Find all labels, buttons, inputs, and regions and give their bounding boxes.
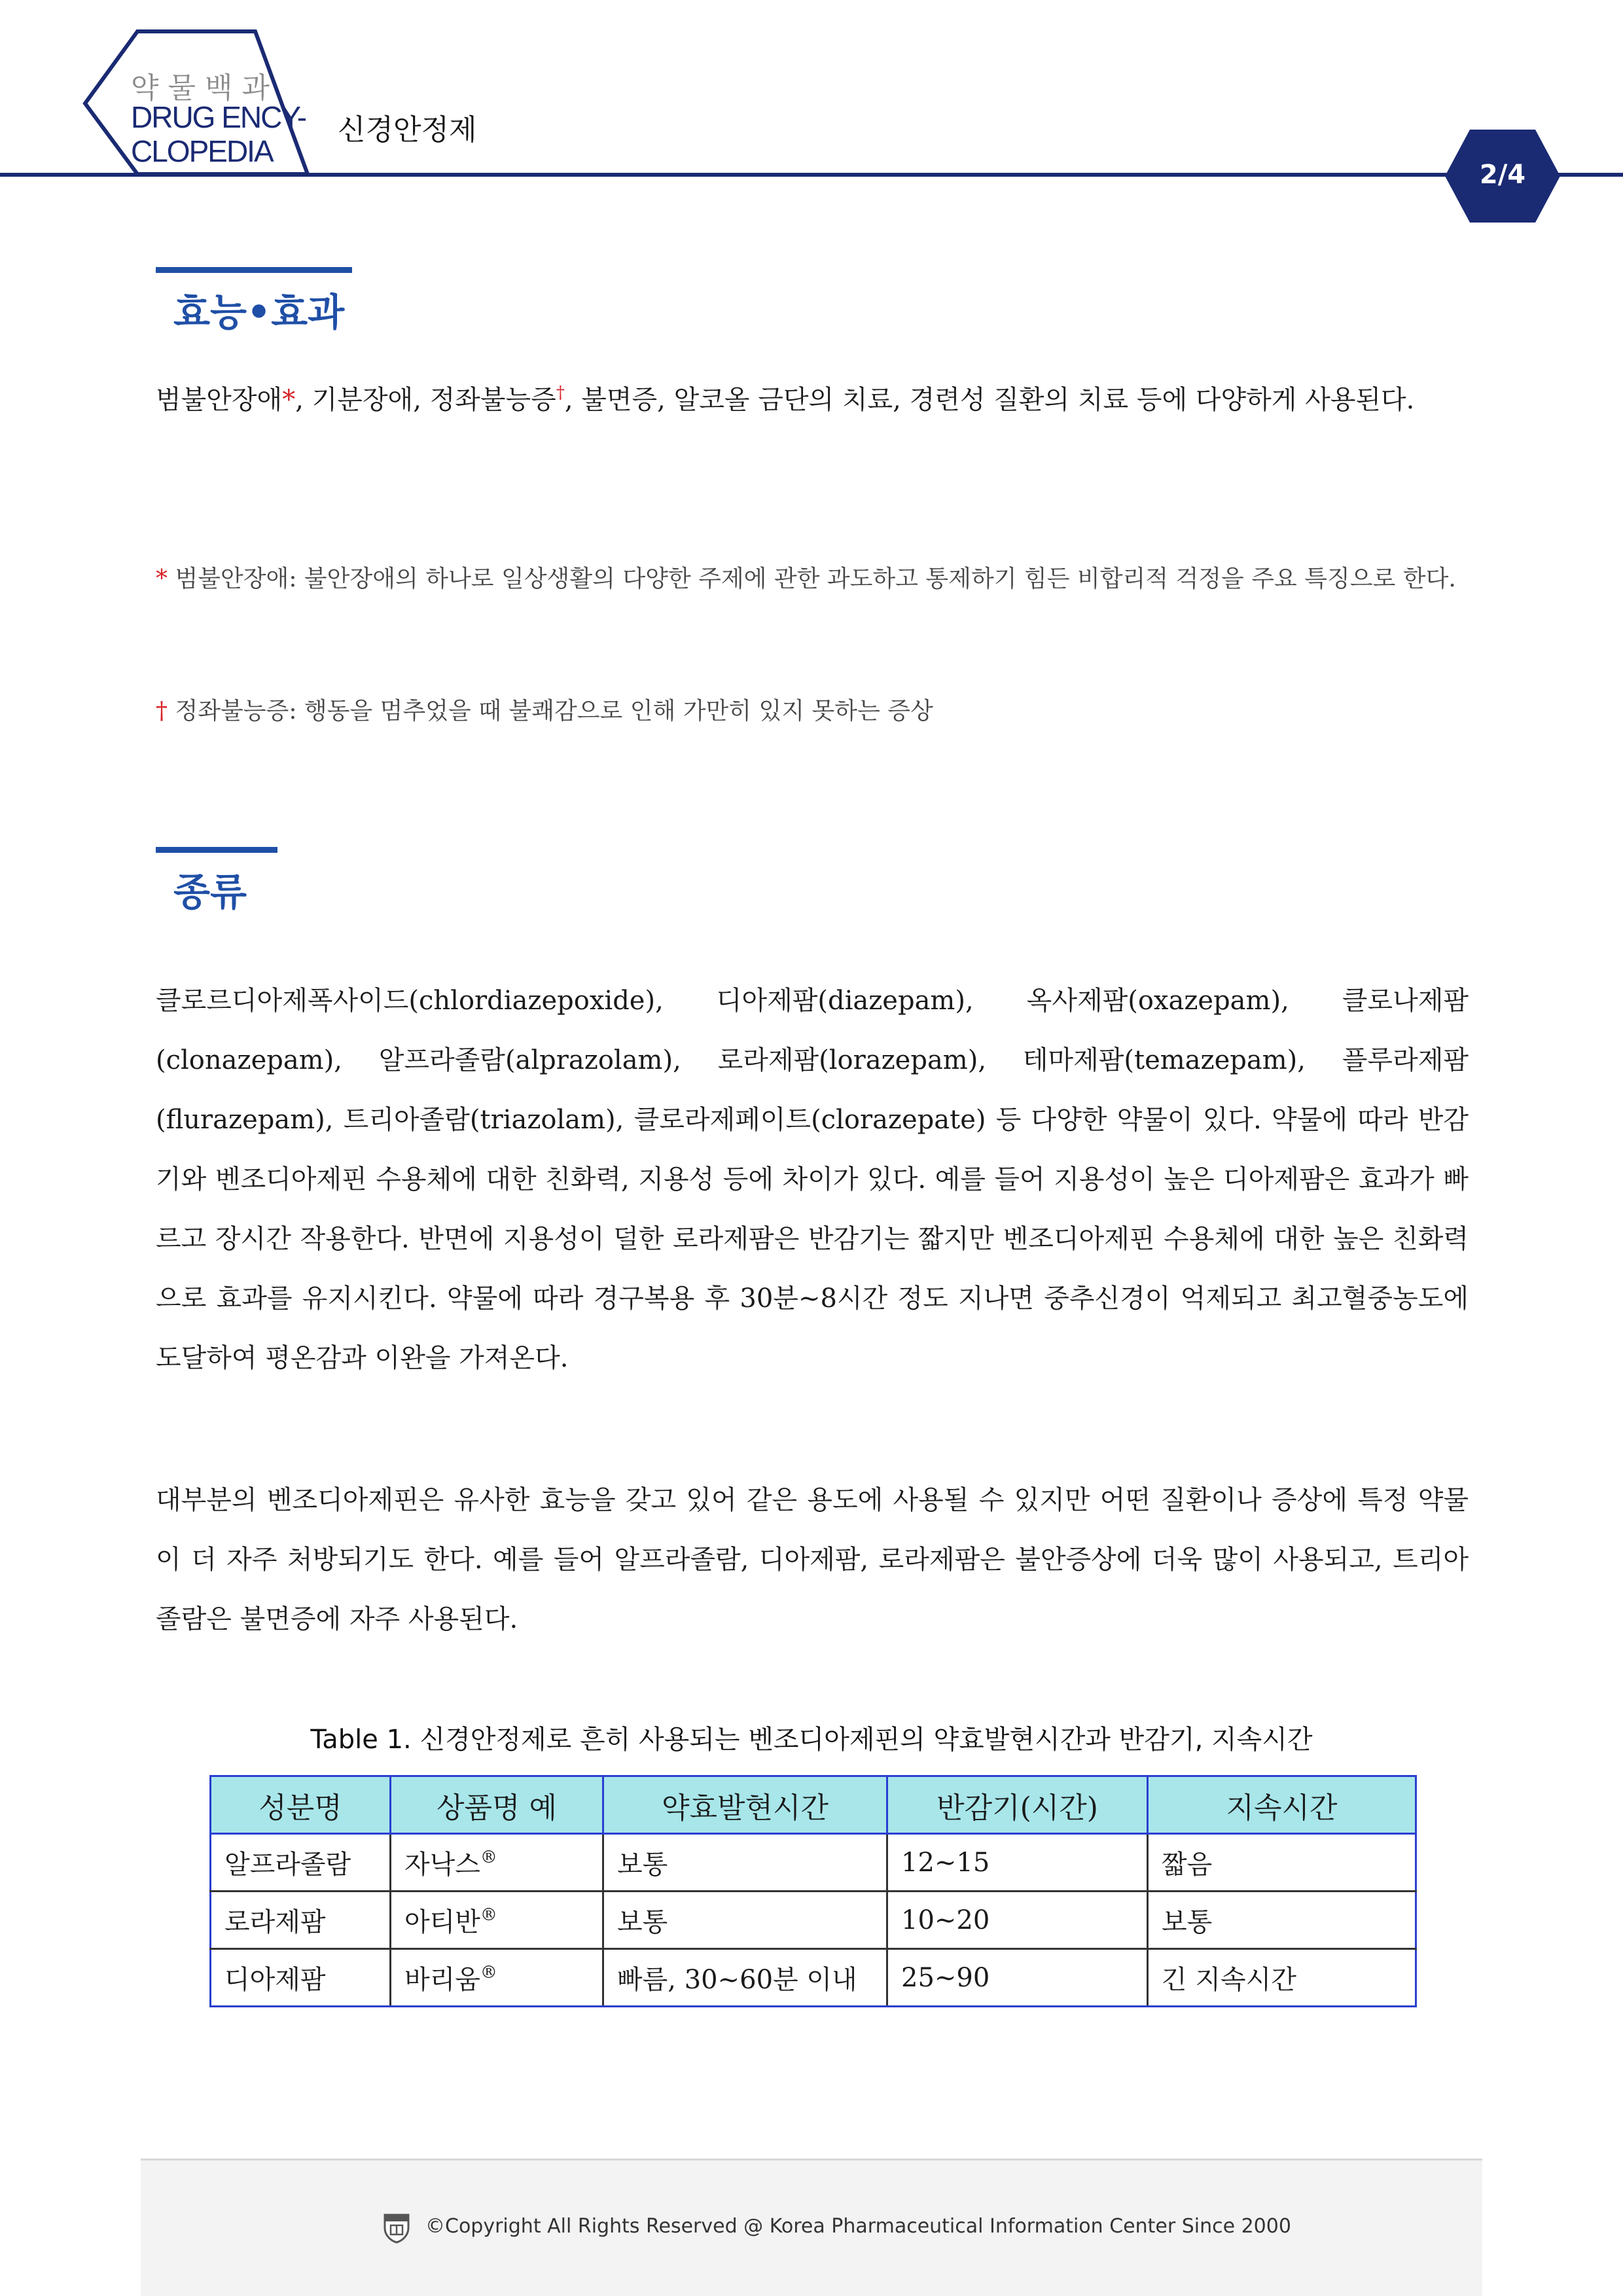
footnote-2-marker: † xyxy=(156,698,168,725)
table-cell-duration: 짧음 xyxy=(1148,1834,1416,1892)
section-efficacy-bar xyxy=(156,267,352,273)
table-cell-ingredient: 디아제팜 xyxy=(211,1949,391,2007)
benzodiazepine-table xyxy=(209,1775,1417,2007)
table-header-cell: 지속시간 xyxy=(1148,1776,1416,1834)
section-efficacy-title: 효능•효과 xyxy=(173,290,345,334)
efficacy-body-part2: , 기분장애, 정좌불능증 xyxy=(295,385,556,415)
registered-mark: ® xyxy=(480,1848,497,1867)
table-cell-ingredient: 알프라졸람 xyxy=(211,1834,391,1892)
document-title: 신경안정제 xyxy=(338,113,477,147)
table-cell-onset: 빠름, 30~60분 이내 xyxy=(603,1949,887,2007)
table-cell-onset: 보통 xyxy=(603,1892,887,1949)
footnote-2 xyxy=(156,684,1469,739)
table-row xyxy=(211,1892,1416,1949)
footer-rule xyxy=(141,2159,1482,2161)
table-cell-ingredient: 로라제팜 xyxy=(211,1892,391,1949)
table-row xyxy=(211,1949,1416,2007)
table-cell-onset: 보통 xyxy=(603,1834,887,1892)
section-types-bar xyxy=(156,847,277,853)
table-cell-duration: 긴 지속시간 xyxy=(1148,1949,1416,2007)
footnote-1-marker: * xyxy=(156,565,168,592)
types-paragraph-1: 클로르디아제폭사이드(chlordiazepoxide), 디아제팜(diazepam), 옥사제팜(oxazepam), 클로나제팜(clonazepam), 알프라졸람(alprazolam), 로라제팜(lorazepam), 테마제팜(temazepam), 플루라제팜(flurazepam), 트리아졸람(triazolam), 클로라제페이트(clorazepate) 등 다양한 약물이 있다. 약물에 따라 반감기와 벤조디아제핀 수용체에 대한 친화력, 지용성 등에 차이가 있다. 예를 들어 지용성이 높은 디아제팜은 효과가 빠르고 장시간 작용한다. 반면에 지용성이 덜한 로라제팜은 반감기는 짧지만 벤조디아제핀 수용체에 대한 높은 친화력으로 효과를 유지시킨다. 약물에 따라 경구복용 후 30분~8시간 정도 지나면 중추신경이 억제되고 최고혈중농도에 도달하여 평온감과 이완을 가져온다. xyxy=(156,986,1469,1373)
logo-english-line2: CLOPEDIA xyxy=(131,134,273,168)
table-header-cell: 성분명 xyxy=(211,1776,391,1834)
footnote-1 xyxy=(156,552,1469,607)
table-caption: Table 1. 신경안정제로 흔히 사용되는 벤조디아제핀의 약효발현시간과 반감기, 지속시간 xyxy=(310,1725,1313,1755)
copyright-text: ©Copyright All Rights Reserved @ Korea Pharmaceutical Information Center Since 2000 xyxy=(425,2215,1291,2238)
registered-mark: ® xyxy=(480,1905,497,1925)
efficacy-body xyxy=(156,370,1469,430)
table-row xyxy=(211,1834,1416,1892)
footnote-2-text: 정좌불능증: 행동을 멈추었을 때 불쾌감으로 인해 가만히 있지 못하는 증상 xyxy=(168,698,933,725)
brand-name: 자낙스 xyxy=(404,1850,480,1880)
footnote-marker-asterisk: * xyxy=(282,385,296,415)
registered-mark: ® xyxy=(480,1963,497,1982)
table-cell-brand xyxy=(391,1949,603,2007)
table-cell-brand xyxy=(391,1834,603,1892)
page-indicator: 2/4 xyxy=(1479,160,1526,190)
table-header-cell: 상품명 예 xyxy=(391,1776,603,1834)
types-paragraph-2: 대부분의 벤조디아제핀은 유사한 효능을 갖고 있어 같은 용도에 사용될 수 있지만 어떤 질환이나 증상에 특정 약물이 더 자주 처방되기도 한다. 예를 들어 알프라졸람, 디아제팜, 로라제팜은 불안증상에 더욱 많이 사용되고, 트리아졸람은 불면증에 자주 사용된다. xyxy=(156,1485,1469,1634)
table-header-cell: 반감기(시간) xyxy=(887,1776,1148,1834)
table-cell-half-life: 10~20 xyxy=(887,1892,1148,1949)
footnote-marker-dagger: † xyxy=(556,383,565,403)
kpic-emblem-icon xyxy=(382,2212,411,2244)
efficacy-body-part3: , 불면증, 알코올 금단의 치료, 경련성 질환의 치료 등에 다양하게 사용된다. xyxy=(564,385,1415,415)
table-cell-half-life: 12~15 xyxy=(887,1834,1148,1892)
table-header-cell: 약효발현시간 xyxy=(603,1776,887,1834)
table-cell-duration: 보통 xyxy=(1148,1892,1416,1949)
brand-name: 바리움 xyxy=(404,1965,480,1995)
logo-korean-text: 약물백과 xyxy=(131,71,279,105)
efficacy-body-part1: 범불안장애 xyxy=(156,385,283,415)
table-cell-half-life: 25~90 xyxy=(887,1949,1148,2007)
table-header-row xyxy=(211,1776,1416,1834)
brand-name: 아티반 xyxy=(404,1907,480,1937)
logo-english-line1: DRUG ENCY- xyxy=(131,100,306,134)
section-types-title: 종류 xyxy=(173,870,247,914)
table-cell-brand xyxy=(391,1892,603,1949)
footnote-1-text: 범불안장애: 불안장애의 하나로 일상생활의 다양한 주제에 관한 과도하고 통제하기 힘든 비합리적 걱정을 주요 특징으로 한다. xyxy=(168,565,1456,592)
